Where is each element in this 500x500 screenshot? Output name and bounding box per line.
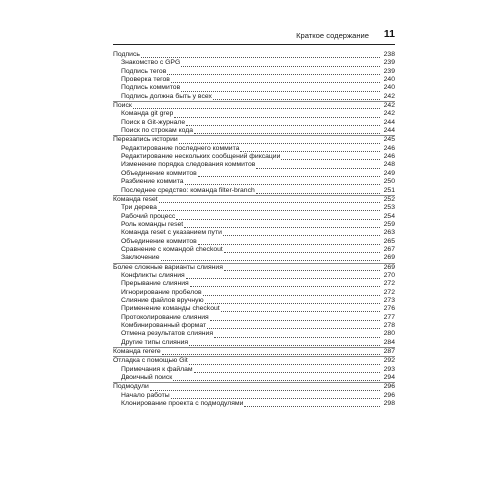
running-header	[113, 28, 395, 45]
toc-subsection-entry	[113, 127, 395, 135]
dot-leader	[159, 197, 380, 203]
toc-entry-page: 270	[383, 271, 395, 279]
toc-section-entry	[113, 263, 395, 272]
toc-entry-page: 242	[383, 110, 395, 118]
toc-entry-page: 249	[383, 169, 395, 177]
toc-entry-page: 267	[383, 245, 395, 253]
toc-entry-page: 240	[383, 76, 395, 84]
toc-section-entry	[113, 356, 395, 365]
toc-entry-label: Комбинированный формат	[121, 322, 207, 329]
toc-subsection-entry	[113, 76, 395, 84]
toc-entry-page: 292	[383, 357, 395, 365]
dot-leader	[198, 171, 380, 177]
dot-leader	[150, 385, 380, 391]
toc-entry-page: 251	[383, 186, 395, 194]
toc-entry-label: Начало работы	[121, 391, 170, 399]
toc-entry-page: 298	[383, 400, 395, 408]
toc-subsection-entry	[113, 280, 395, 288]
toc-entry-label: Подпись коммитов	[121, 84, 181, 92]
toc-entry-label: Объединение коммитов	[121, 237, 197, 245]
toc-entry-label: Применение команды checkout	[121, 305, 220, 313]
toc-entry-page: 242	[383, 102, 395, 110]
toc-entry-page: 280	[383, 330, 395, 338]
toc-subsection-entry	[113, 204, 395, 212]
toc-entry-label: Рабочий процесс	[121, 212, 176, 220]
dot-leader	[141, 52, 380, 58]
toc-subsection-entry	[113, 187, 395, 195]
toc-entry-page: 263	[383, 229, 395, 237]
toc-subsection-entry	[113, 246, 395, 254]
toc-subsection-entry	[113, 221, 395, 229]
toc-entry-page: 245	[383, 136, 395, 144]
toc-entry-page: 246	[383, 144, 395, 152]
dot-leader	[173, 375, 380, 381]
toc-subsection-entry	[113, 297, 395, 305]
toc-subsection-entry	[113, 322, 395, 330]
toc-subsection-entry	[113, 84, 395, 92]
toc-entry-label: Отмена результатов слияния	[121, 330, 214, 338]
toc-entry-label: Проверка тегов	[121, 76, 170, 84]
dot-leader	[281, 154, 380, 160]
toc-entry-label: Двоичный поиск	[121, 374, 173, 382]
toc-entry-page: 259	[383, 220, 395, 228]
toc-entry-page: 238	[383, 51, 395, 58]
dot-leader	[185, 179, 380, 185]
toc-subsection-entry	[113, 170, 395, 178]
toc-subsection-entry	[113, 178, 395, 186]
toc-entry-page: 265	[383, 237, 395, 245]
toc-entry-label: Поиск по строкам кода	[121, 127, 194, 135]
toc-entry-page: 296	[383, 383, 395, 391]
toc-subsection-entry	[113, 119, 395, 127]
toc-entry-label: Последнее средство: команда filter-branch	[121, 186, 255, 194]
toc-entry-label: Команда reset	[113, 195, 158, 203]
toc-entry-page: 272	[383, 280, 395, 288]
toc-subsection-entry	[113, 238, 395, 246]
toc-subsection-entry	[113, 366, 395, 374]
dot-leader	[223, 230, 380, 236]
toc-entry-label: Подпись тегов	[121, 67, 167, 75]
toc-entry-label: Заключение	[121, 254, 160, 262]
toc-section-entry	[113, 101, 395, 110]
dot-leader	[189, 340, 380, 346]
toc-entry-label: Редактирование последнего коммита	[121, 144, 240, 152]
toc-entry-page: 239	[383, 59, 395, 67]
toc-entry-label: Команда rerere	[113, 348, 161, 356]
toc-entry-page: 293	[383, 365, 395, 373]
dot-leader	[174, 112, 380, 118]
toc-entry-label: Поиск в Git-журнале	[121, 118, 186, 126]
toc-entry-page: 254	[383, 212, 395, 220]
toc-entry-page: 269	[383, 263, 395, 271]
toc-entry-label: Объединение коммитов	[121, 169, 197, 177]
page-number: 11	[383, 28, 395, 40]
toc-entry-page: 269	[383, 254, 395, 262]
dot-leader	[256, 188, 380, 194]
dot-leader	[184, 222, 380, 228]
toc-entry-label: Слияние файлов вручную	[121, 296, 204, 304]
toc-entry-page: 296	[383, 391, 395, 399]
toc-subsection-entry	[113, 392, 395, 400]
toc-entry-label: Сравнение с командой checkout	[121, 245, 223, 253]
dot-leader	[171, 393, 380, 399]
toc-entry-page: 277	[383, 313, 395, 321]
toc-entry-label: Роль команды reset	[121, 220, 184, 228]
toc-entry-page: 287	[383, 348, 395, 356]
toc-entry-page: 253	[383, 204, 395, 212]
toc-entry-page: 244	[383, 127, 395, 135]
dot-leader	[158, 205, 380, 211]
toc-entry-page: 276	[383, 305, 395, 313]
toc-entry-label: Другие типы слияния	[121, 338, 189, 346]
dot-leader	[194, 367, 380, 373]
toc-entry-label: Разбиение коммита	[121, 178, 184, 186]
toc-subsection-entry	[113, 68, 395, 76]
toc-entry-page: 244	[383, 118, 395, 126]
toc-entry-label: Конфликты слияния	[121, 271, 185, 279]
dot-leader	[198, 239, 380, 245]
dot-leader	[179, 138, 380, 144]
dot-leader	[214, 332, 380, 338]
toc-subsection-entry	[113, 305, 395, 313]
toc-entry-label: Протоколирование слияния	[121, 313, 209, 321]
toc-subsection-entry	[113, 161, 395, 169]
dot-leader	[176, 214, 380, 220]
dot-leader	[194, 128, 380, 134]
toc-subsection-entry	[113, 93, 395, 101]
toc-subsection-entry	[113, 289, 395, 297]
toc-entry-label: Команда reset с указанием пути	[121, 229, 222, 237]
dot-leader	[186, 273, 380, 279]
toc-entry-page: 294	[383, 374, 395, 382]
toc-entry-page: 278	[383, 322, 395, 329]
toc-entry-label: Более сложные варианты слияния	[113, 263, 223, 271]
toc-subsection-entry	[113, 229, 395, 237]
dot-leader	[186, 120, 380, 126]
toc-entry-label: Знакомство с GPG	[121, 59, 181, 67]
dot-leader	[205, 298, 380, 304]
toc-entry-page: 284	[383, 338, 395, 346]
dot-leader	[167, 69, 380, 75]
dot-leader	[221, 306, 380, 312]
toc-entry-page: 273	[383, 296, 395, 304]
dot-leader	[207, 323, 380, 329]
toc-entry-page: 239	[383, 67, 395, 75]
toc-subsection-entry	[113, 153, 395, 161]
toc-subsection-entry	[113, 145, 395, 153]
toc-entry-label: Команда git grep	[121, 110, 174, 118]
toc-entry-page: 252	[383, 195, 395, 203]
dot-leader	[181, 61, 380, 67]
toc-entry-label: Изменение порядка следования коммитов	[121, 161, 256, 169]
toc-section-entry	[113, 135, 395, 144]
dot-leader	[161, 255, 380, 261]
toc-subsection-entry	[113, 330, 395, 338]
toc-subsection-entry	[113, 254, 395, 262]
toc-section-entry	[113, 382, 395, 391]
dot-leader	[190, 281, 380, 287]
toc-entry-label: Клонирование проекта с подмодулями	[121, 400, 244, 408]
dot-leader	[210, 315, 380, 321]
toc-entry-page: 248	[383, 161, 395, 169]
toc-subsection-entry	[113, 314, 395, 322]
toc-entry-label: Три дерева	[121, 204, 157, 212]
dot-leader	[213, 94, 380, 100]
toc-entry-label: Подмодули	[113, 383, 149, 391]
dot-leader	[181, 86, 380, 92]
toc-entry-label: Перезапись истории	[113, 136, 178, 144]
toc-subsection-entry	[113, 59, 395, 67]
toc-entry-label: Игнорирование пробелов	[121, 288, 202, 296]
dot-leader	[133, 103, 380, 109]
toc-entry-page: 250	[383, 178, 395, 186]
header-title: Краткое содержание	[296, 31, 369, 40]
toc-subsection-entry	[113, 213, 395, 221]
dot-leader	[171, 77, 380, 83]
toc-section-entry	[113, 347, 395, 356]
toc-entry-page: 240	[383, 84, 395, 92]
toc-entry-label: Подпись	[113, 51, 140, 58]
table-of-contents	[113, 51, 395, 408]
toc-entry-label: Редактирование нескольких сообщений фиксации	[121, 153, 281, 161]
toc-subsection-entry	[113, 374, 395, 382]
toc-entry-page: 272	[383, 288, 395, 296]
dot-leader	[189, 359, 380, 365]
toc-entry-label: Отладка с помощью Git	[113, 357, 188, 365]
dot-leader	[256, 163, 380, 169]
toc-section-entry	[113, 51, 395, 59]
toc-entry-label: Поиск	[113, 102, 132, 110]
dot-leader	[162, 349, 380, 355]
toc-subsection-entry	[113, 272, 395, 280]
toc-subsection-entry	[113, 339, 395, 347]
dot-leader	[240, 146, 380, 152]
dot-leader	[244, 401, 380, 407]
toc-entry-label: Подпись должна быть у всех	[121, 92, 212, 100]
toc-subsection-entry	[113, 400, 395, 408]
toc-entry-label: Прерывание слияния	[121, 280, 189, 288]
toc-entry-label: Примечания к файлам	[121, 365, 193, 373]
toc-section-entry	[113, 195, 395, 204]
toc-entry-page: 246	[383, 153, 395, 161]
dot-leader	[224, 265, 380, 271]
toc-entry-page: 242	[383, 92, 395, 100]
dot-leader	[224, 247, 380, 253]
toc-subsection-entry	[113, 110, 395, 118]
dot-leader	[203, 290, 380, 296]
